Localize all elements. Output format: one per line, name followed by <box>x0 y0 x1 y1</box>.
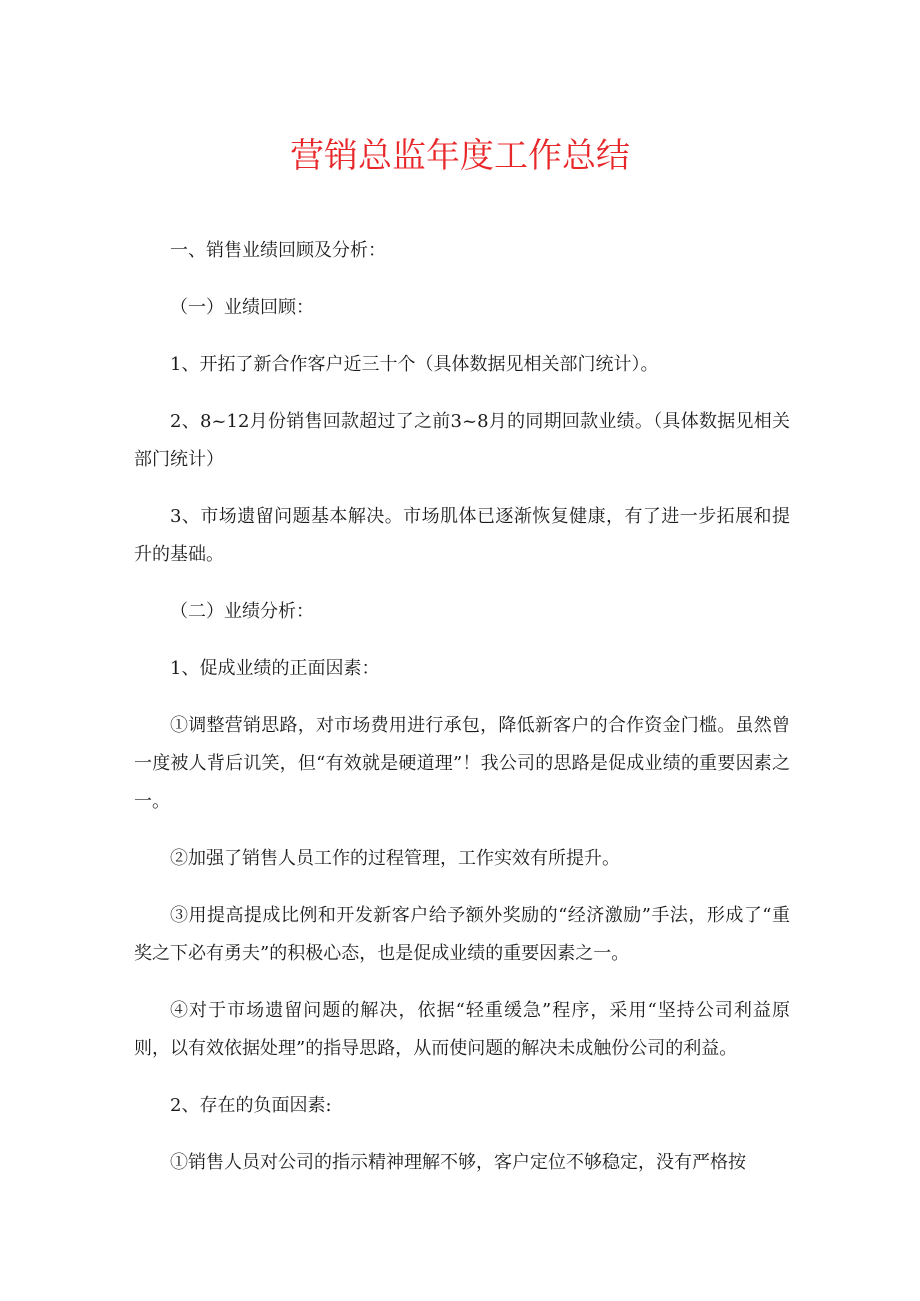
subsection-heading-performance-analysis: （二）业绩分析： <box>170 601 314 622</box>
paragraph-item: ①调整营销思路，对市场费用进行承包，降低新客户的合作资金门槛。虽然曾一度被人背后讥笑，但“有效就是硬道理”！我公司的思路是促成业绩的重要因素之一。 <box>134 715 790 812</box>
paragraph-item: 1、开拓了新合作客户近三十个（具体数据见相关部门统计）。 <box>170 354 659 375</box>
subsection-heading-performance-review: （一）业绩回顾： <box>170 297 314 318</box>
paragraph-item: ③用提高提成比例和开发新客户给予额外奖励的“经济激励”手法，形成了“重奖之下必有勇夫”的积极心态，也是促成业绩的重要因素之一。 <box>134 905 790 964</box>
section-heading-sales-review: 一、销售业绩回顾及分析： <box>170 240 386 261</box>
document-title: 营销总监年度工作总结 <box>290 136 630 176</box>
paragraph-item: ②加强了销售人员工作的过程管理，工作实效有所提升。 <box>170 848 620 869</box>
paragraph-item: 2、8~12月份销售回款超过了之前3~8月的同期回款业绩。（具体数据见相关部门统计） <box>134 411 790 470</box>
paragraph-item: 2、存在的负面因素: <box>170 1095 332 1116</box>
paragraph-item: 3、市场遗留问题基本解决。市场肌体已逐渐恢复健康，有了进一步拓展和提升的基础。 <box>134 506 790 565</box>
document-body <box>134 232 790 1201</box>
paragraph-item: ①销售人员对公司的指示精神理解不够，客户定位不够稳定，没有严格按 <box>170 1152 746 1173</box>
paragraph-item: ④对于市场遗留问题的解决，依据“轻重缓急”程序，采用“坚持公司利益原则，以有效依据处理”的指导思路，从而使问题的解决未成触份公司的利益。 <box>134 1000 790 1059</box>
paragraph-item: 1、促成业绩的正面因素： <box>170 658 380 679</box>
